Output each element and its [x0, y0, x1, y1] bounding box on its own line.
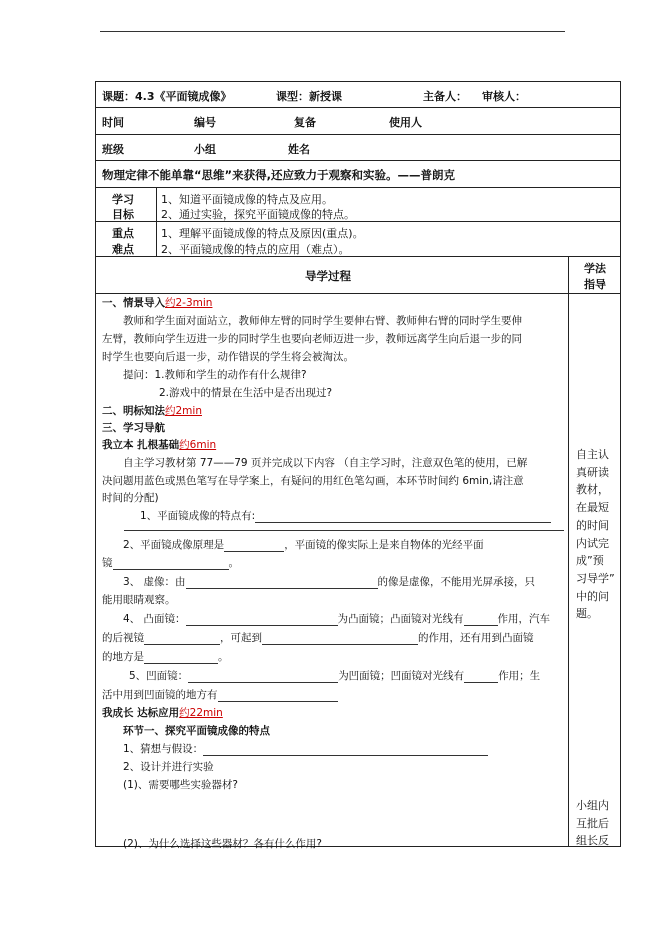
- group-label: 小组: [194, 143, 216, 156]
- goals-label-1: 学习: [112, 193, 134, 206]
- fill-2-text: ，平面镜的像实际上是来自物体的光经平面: [284, 539, 484, 551]
- goals-label-2: 目标: [112, 208, 134, 221]
- fill-5-label: 5、凹面镜：: [129, 670, 189, 682]
- fill-3-text: 的像是虚像，不能用光屏承接，只: [377, 576, 536, 588]
- key-item-2: 2、平面镜成像的特点的应用（难点）。: [161, 243, 350, 256]
- key-row: [96, 222, 620, 257]
- self-title: 我立本 扎根基础: [102, 439, 180, 451]
- lesson-type: 课型：新授课: [276, 90, 342, 103]
- goals-row: [96, 188, 620, 222]
- sec1-time: 约2-3min: [165, 297, 213, 309]
- reprep-label: 复备: [294, 116, 316, 129]
- info-row-1: [96, 108, 620, 135]
- fill-4-blank-b[interactable]: [464, 614, 498, 626]
- top-rule: [100, 31, 565, 32]
- link1-title: 环节一、探究平面镜成像的特点: [123, 725, 270, 737]
- fill-4-text-d: 的后视镜: [102, 632, 144, 644]
- fill-5-text-b: 为凹面镜；凹面镜对光线有: [338, 670, 465, 682]
- hypothesis-blank[interactable]: [203, 744, 488, 756]
- fill-3-cont: 能用眼睛观察。: [102, 594, 176, 606]
- process-content: [96, 294, 568, 850]
- fill-3-blank[interactable]: [186, 577, 378, 589]
- grow-title: 我成长 达标应用: [102, 707, 180, 719]
- grow-time: 约22min: [179, 707, 223, 719]
- fill-2-blank-a[interactable]: [224, 540, 284, 552]
- name-label: 姓名: [288, 143, 310, 156]
- fill-4-blank-c[interactable]: [144, 633, 220, 645]
- self-time: 约6min: [179, 439, 217, 451]
- fill-5-blank-c[interactable]: [218, 690, 338, 702]
- fill-3-label: 3、 虚像：由: [123, 576, 186, 588]
- hypothesis-label: 1、猜想与假设：: [123, 743, 204, 755]
- fill-5-blank-a[interactable]: [188, 671, 338, 683]
- quote-row: [96, 161, 620, 188]
- question-2: 2.游戏中的情景在生活中是否出现过?: [159, 387, 333, 399]
- para2-line3: 时间的分配): [102, 492, 159, 504]
- fill-4-text-f: 的作用，还有用到凸面镜: [418, 632, 534, 644]
- fill-4-blank-d[interactable]: [262, 633, 418, 645]
- user-label: 使用人: [389, 116, 422, 129]
- sec1-title: 一、情景导入: [102, 297, 165, 309]
- process-header-row: [96, 257, 620, 294]
- fill-2-mirror: 镜: [102, 557, 113, 569]
- fill-4-text-g: 的地方是: [102, 651, 144, 663]
- preparer-label: 主备人：: [423, 90, 467, 103]
- fill-1-blank[interactable]: [255, 511, 551, 523]
- fill-4-label: 4、 凸面镜：: [123, 613, 186, 625]
- para2-line1: 自主学习教材第 77——79 页并完成以下内容 （自主学习时，注意双色笔的使用，已解: [123, 457, 528, 469]
- fill-4-text-c: 作用，汽车: [497, 613, 551, 625]
- side-note-2: 小组内 互批后 组长反: [576, 799, 609, 847]
- para1-line2: 左臂，教师向学生迈进一步的同时学生也要向老师迈进一步，教师远离学生向后退一步的同: [102, 333, 522, 345]
- quote-text: 物理定律不能单靠“思维”来获得,还应致力于观察和实验。——普朗克: [102, 168, 455, 182]
- lesson-title: 课题：4.3《平面镜成像》: [102, 90, 232, 103]
- key-label-1: 重点: [112, 227, 134, 240]
- process-header: 导学过程: [305, 269, 351, 283]
- key-item-1: 1、理解平面镜成像的特点及原因(重点)。: [161, 227, 364, 240]
- reviewer-label: 审核人：: [482, 90, 526, 103]
- side-header-1: 学法: [584, 262, 606, 275]
- sec2-title: 二、明标知法: [102, 405, 165, 417]
- fill-2-blank-b[interactable]: [113, 558, 229, 570]
- equipment-why-question: (2)、为什么选择这些器材？各有什么作用?: [123, 838, 322, 850]
- equipment-question: (1)、需要哪些实验器材?: [123, 779, 238, 791]
- para1-line1: 教师和学生面对面站立，教师伸左臂的同时学生要伸右臂、教师伸右臂的同时学生要伸: [123, 315, 522, 327]
- fill-4-blank-e[interactable]: [144, 652, 218, 664]
- fill-4-text-e: ，可起到: [220, 632, 262, 644]
- fill-4-end: 。: [218, 651, 229, 663]
- fill-4-blank-a[interactable]: [186, 614, 338, 626]
- info-row-2: [96, 135, 620, 161]
- sec3-title: 三、学习导航: [102, 422, 165, 434]
- design-label: 2、设计并进行实验: [123, 761, 214, 773]
- number-label: 编号: [194, 116, 216, 129]
- time-label: 时间: [102, 116, 124, 129]
- fill-2-end: 。: [228, 557, 239, 569]
- sec2-time: 约2min: [165, 405, 202, 417]
- header-row: [96, 82, 620, 108]
- para2-line2: 决问题用蓝色或黑色笔写在导学案上，有疑问的用红色笔勾画，本环节时间约 6min,请注意: [102, 475, 524, 487]
- goal-item-1: 1、知道平面镜成像的特点及应用。: [161, 193, 333, 206]
- lesson-table: [95, 81, 621, 850]
- side-header-2: 指导: [584, 278, 606, 291]
- class-label: 班级: [102, 143, 124, 156]
- goal-item-2: 2、通过实验，探究平面镜成像的特点。: [161, 208, 355, 221]
- side-note-1: 自主认 真研读 教材， 在最短 的时间 内试完 成”预 习导学” 中的问 题。: [576, 448, 615, 621]
- fill-1-blank-2[interactable]: [124, 530, 564, 531]
- question-1: 提问：1.教师和学生的动作有什么规律?: [123, 369, 307, 381]
- fill-4-text-b: 为凸面镜；凸面镜对光线有: [337, 613, 464, 625]
- fill-5-text-c: 作用；生: [498, 670, 541, 682]
- fill-5-blank-b[interactable]: [464, 671, 498, 683]
- fill-2-label: 2、平面镜成像原理是: [123, 539, 225, 551]
- key-label-2: 难点: [112, 243, 134, 256]
- fill-5-text-d: 活中用到凹面镜的地方有: [102, 689, 218, 701]
- para1-line3: 时学生也要向后退一步，动作错误的学生将会被淘汰。: [102, 351, 354, 363]
- guidance-column: [569, 294, 620, 846]
- fill-1-label: 1、平面镜成像的特点有:: [140, 510, 256, 522]
